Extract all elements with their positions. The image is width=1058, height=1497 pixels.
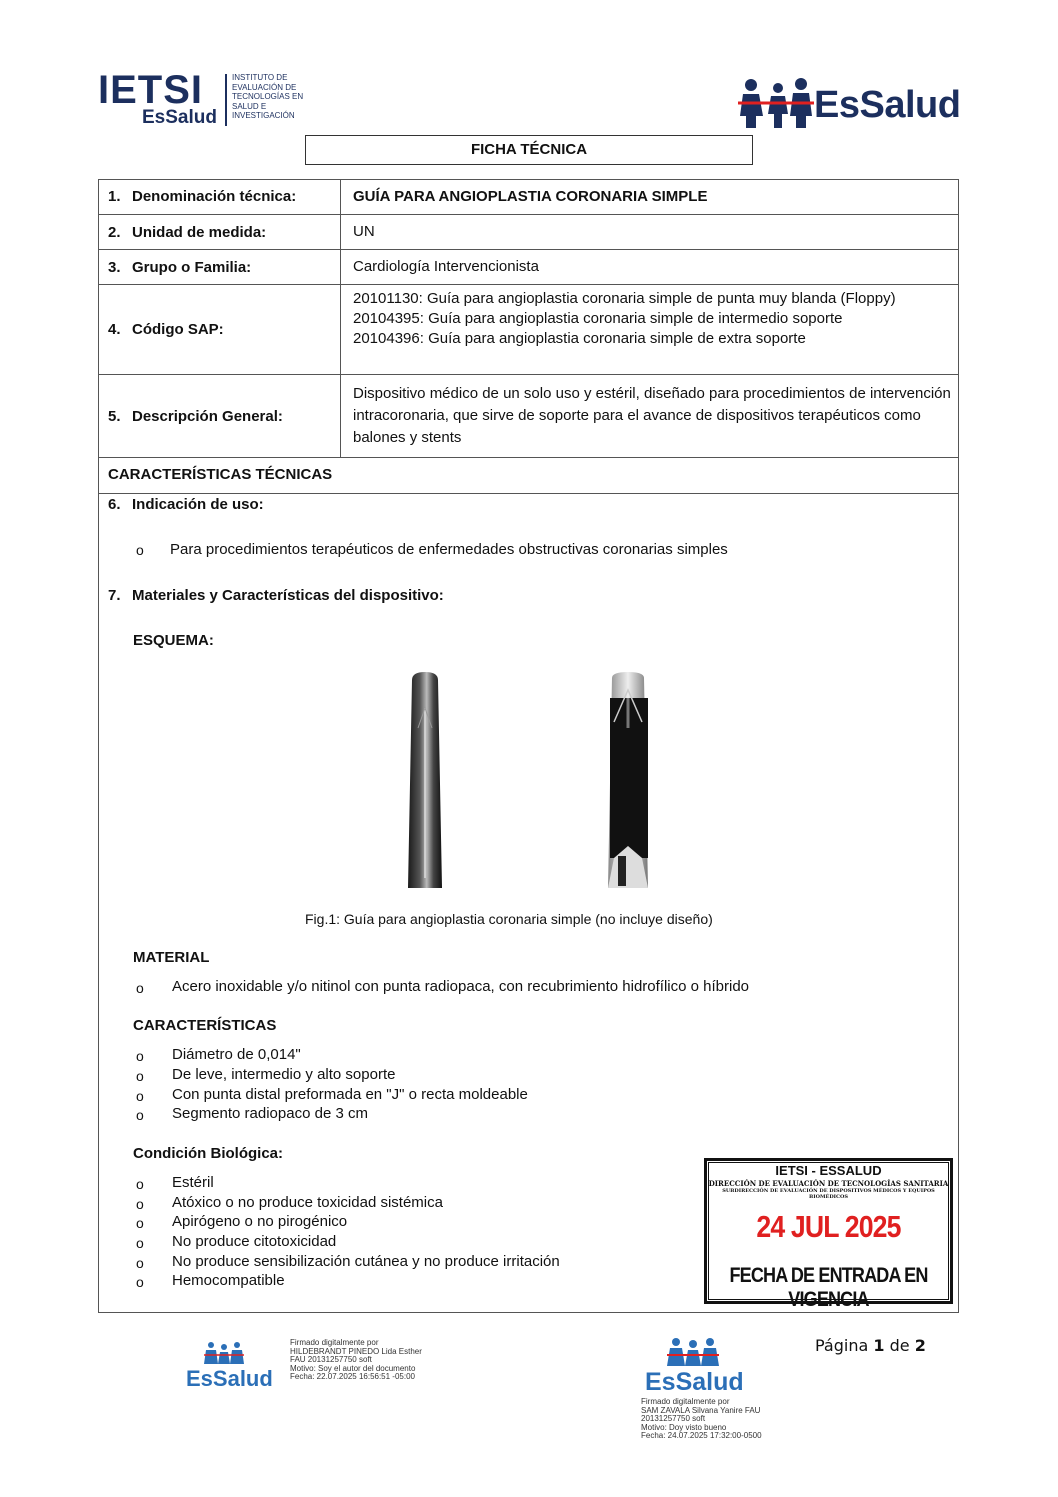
guidewire-left bbox=[408, 672, 442, 888]
page-number: Página 1 de 2 bbox=[815, 1336, 926, 1355]
family-figures-icon bbox=[738, 76, 814, 130]
condicion-heading: Condición Biológica: bbox=[133, 1145, 283, 1162]
essalud-brand: EsSalud bbox=[814, 84, 961, 126]
footer-brand: EsSalud bbox=[186, 1366, 273, 1391]
footer-essalud-logo-2 bbox=[645, 1336, 745, 1398]
signature-block-1: Firmado digitalmente por HILDEBRANDT PINEDO Lida Esther FAU 20131257750 soft Motivo: Soy el autor del documento Fecha: 22.07.2025 16:56:51 -05:00 bbox=[290, 1338, 422, 1382]
condicion-item: Hemocompatible bbox=[172, 1272, 285, 1289]
spec-label: Denominación técnica: bbox=[132, 188, 297, 205]
sap-code-line: 20101130: Guía para angioplastia coronaria simple de punta muy blanda (Floppy) bbox=[353, 290, 896, 307]
material-heading: MATERIAL bbox=[133, 949, 210, 966]
caracteristicas-heading: CARACTERÍSTICAS bbox=[133, 1017, 277, 1034]
spec-label: Descripción General: bbox=[132, 407, 283, 425]
material-item: Acero inoxidable y/o nitinol con punta radiopaca, con recubrimiento hidrofílico o híbrido bbox=[172, 978, 750, 995]
condicion-item: Atóxico o no produce toxicidad sistémica bbox=[172, 1194, 443, 1211]
spec-value: GUÍA PARA ANGIOPLASTIA CORONARIA SIMPLE bbox=[353, 187, 708, 205]
spec-value: Cardiología Intervencionista bbox=[353, 258, 539, 275]
bullet-marker: o bbox=[136, 1215, 144, 1231]
essalud-logo bbox=[738, 76, 963, 130]
document-title: FICHA TÉCNICA bbox=[305, 135, 753, 165]
section-7-heading: 7. Materiales y Características del dispositivo: bbox=[108, 587, 444, 604]
condicion-item: Apirógeno o no pirogénico bbox=[172, 1213, 348, 1230]
bullet-marker: o bbox=[136, 1235, 144, 1251]
stamp-subdirection: SUBDIRECCIÓN DE EVALUACIÓN DE DISPOSITIVOS MÉDICOS Y EQUIPOS BIOMÉDICOS bbox=[722, 1188, 935, 1200]
family-figures-icon bbox=[667, 1336, 719, 1370]
spec-row-unidad: 2. Unidad de medida: UN bbox=[98, 215, 959, 250]
caracteristica-item: Diámetro de 0,014" bbox=[172, 1046, 301, 1063]
stamp-date: 24 JUL 2025 bbox=[756, 1209, 901, 1244]
ietsi-acronym: IETSI bbox=[98, 68, 204, 112]
esquema-heading: ESQUEMA: bbox=[133, 632, 214, 649]
caracteristica-item: Con punta distal preformada en "J" o recta moldeable bbox=[172, 1086, 528, 1103]
indication-item: Para procedimientos terapéuticos de enfermedades obstructivas coronarias simples bbox=[170, 541, 728, 558]
ietsi-logo bbox=[98, 70, 313, 128]
spec-row-descripcion: 5. Descripción General: Dispositivo médico de un solo uso y estéril, diseñado para procedimientos de intervención intracoronaria, que sirve de soporte para el avance de dispositivos terapéuticos como balones y stents bbox=[98, 375, 959, 458]
bullet-marker: o bbox=[136, 1196, 144, 1212]
tech-heading-row bbox=[98, 458, 959, 494]
spec-row-codigo-sap: 4. Código SAP: 20101130: Guía para angioplastia coronaria simple de punta muy blanda (Floppy) 20104395: Guía para angioplastia coronaria simple de intermedio soporte 20104396: Guía para angioplastia coronaria simple de extra soporte bbox=[98, 285, 959, 375]
bullet-marker: o bbox=[136, 1088, 144, 1104]
signature-block-2: Firmado digitalmente por SAM ZAVALA Silvana Yanire FAU 20131257750 soft Motivo: Doy visto bueno Fecha: 24.07.2025 17:32:00-0500 bbox=[641, 1397, 762, 1441]
spec-row-grupo: 3. Grupo o Familia: Cardiología Intervencionista bbox=[98, 250, 959, 285]
sap-code-line: 20104396: Guía para angioplastia coronaria simple de extra soporte bbox=[353, 330, 806, 347]
bullet-marker: o bbox=[136, 980, 144, 996]
condicion-item: No produce sensibilización cutánea y no produce irritación bbox=[172, 1253, 560, 1270]
sap-code-line: 20104395: Guía para angioplastia coronaria simple de intermedio soporte bbox=[353, 310, 843, 327]
bullet-marker: o bbox=[136, 1176, 144, 1192]
condicion-item: No produce citotoxicidad bbox=[172, 1233, 337, 1250]
ietsi-divider bbox=[225, 74, 227, 126]
footer-brand: EsSalud bbox=[645, 1368, 744, 1396]
guidewire-figure bbox=[400, 668, 670, 893]
condicion-item: Estéril bbox=[172, 1174, 214, 1191]
caracteristica-item: Segmento radiopaco de 3 cm bbox=[172, 1105, 368, 1122]
bullet-marker: o bbox=[136, 1068, 144, 1084]
spec-label: Unidad de medida: bbox=[132, 223, 267, 241]
caracteristica-item: De leve, intermedio y alto soporte bbox=[172, 1066, 396, 1083]
spec-value: Dispositivo médico de un solo uso y estéril, diseñado para procedimientos de intervención intracoronaria, que sirve de soporte para el avance de dispositivos terapéuticos como balones y stents bbox=[353, 385, 951, 446]
ietsi-brand: EsSalud bbox=[142, 107, 217, 128]
bullet-marker: o bbox=[136, 1048, 144, 1064]
spec-value-list bbox=[341, 285, 959, 374]
spec-row-denominacion: 1. Denominación técnica: GUÍA PARA ANGIOPLASTIA CORONARIA SIMPLE bbox=[98, 179, 959, 215]
bullet-marker: o bbox=[136, 1255, 144, 1271]
bullet-marker: o bbox=[136, 1274, 144, 1290]
stamp-caption: FECHA DE ENTRADA EN VIGENCIA bbox=[729, 1264, 928, 1311]
section-6-heading: 6. Indicación de uso: bbox=[108, 496, 264, 513]
tech-heading: CARACTERÍSTICAS TÉCNICAS bbox=[108, 466, 333, 483]
family-figures-icon bbox=[204, 1340, 244, 1368]
figure-caption: Fig.1: Guía para angioplastia coronaria simple (no incluye diseño) bbox=[305, 911, 713, 927]
bullet-marker: o bbox=[136, 542, 144, 558]
footer-essalud-logo-1 bbox=[186, 1340, 273, 1394]
stamp-org: IETSI - ESSALUD bbox=[775, 1163, 882, 1178]
spec-value: UN bbox=[353, 223, 375, 240]
bullet-marker: o bbox=[136, 1107, 144, 1123]
stamp-direction: DIRECCIÓN DE EVALUACIÓN DE TECNOLOGÍAS SANITARIA bbox=[708, 1179, 949, 1188]
ietsi-description: INSTITUTO DE EVALUACIÓN DE TECNOLOGÍAS EN SALUD E INVESTIGACIÓN bbox=[232, 73, 304, 120]
spec-label: Código SAP: bbox=[132, 321, 224, 338]
guidewire-right bbox=[608, 672, 648, 888]
spec-label: Grupo o Familia: bbox=[132, 258, 252, 276]
